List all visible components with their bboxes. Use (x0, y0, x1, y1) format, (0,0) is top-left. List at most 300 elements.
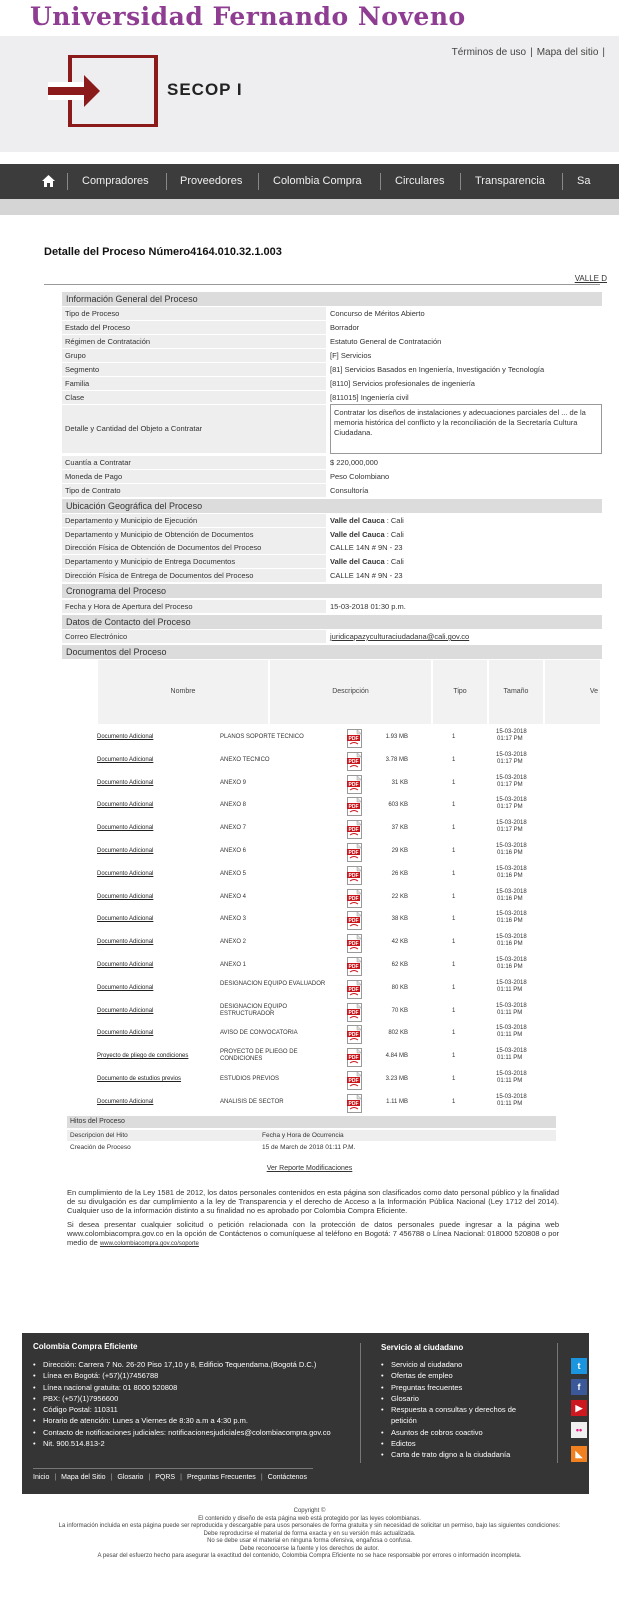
svg-text:PDF: PDF (348, 736, 359, 742)
document-date-time: 01:11 PM (497, 1100, 523, 1107)
document-name-link[interactable]: Documento Adicional (97, 1098, 154, 1105)
field-value-bold: Valle del Cauca (330, 516, 385, 525)
field-value-bold: Valle del Cauca (330, 557, 385, 566)
document-date-time: 01:11 PM (497, 1032, 523, 1039)
field-value-rest: CALLE 14N # 9N - 23 (330, 571, 403, 580)
document-row (0, 727, 619, 749)
footer-address: • Dirección: Carrera 7 No. 26-20 Piso 17,10 y 8, Edificio Tequendama.(Bogotá D.C.) (33, 1359, 363, 1370)
home-icon[interactable] (42, 175, 55, 187)
field-label: Cuantía a Contratar (62, 456, 326, 469)
document-description: ESTUDIOS PREVIOS (220, 1076, 280, 1082)
document-type: 1 (452, 870, 456, 877)
title-divider (44, 284, 600, 285)
document-date (496, 1094, 527, 1108)
top-links: Términos de uso | Mapa del sitio | (448, 47, 605, 58)
svg-text:PDF: PDF (348, 918, 359, 925)
copyright-line: A pesar del esfuerzo hecho para asegurar la exactitud del contenido, Colombia Compra Eficiente no se hace responsable por errores o información incompleta. (97, 1553, 522, 1559)
document-date-day: 15-03-2018 (496, 865, 527, 872)
pdf-icon[interactable] (347, 911, 364, 930)
document-date-day: 15-03-2018 (496, 888, 527, 895)
document-date-time: 01:16 PM (497, 964, 523, 970)
document-date-time: 01:11 PM (497, 1055, 523, 1062)
nav-transparencia[interactable]: Transparencia (475, 175, 545, 187)
field-value: Estatuto General de Contratación (330, 337, 442, 346)
field-value (330, 569, 403, 582)
svg-text:PDF: PDF (348, 781, 359, 788)
svg-text:PDF: PDF (348, 1032, 359, 1039)
document-name-link[interactable]: Documento Adicional (97, 779, 154, 786)
sub-nav-bar (0, 199, 619, 215)
nav-divider (166, 173, 167, 190)
document-date-time: 01:11 PM (497, 1078, 523, 1084)
section-ubicacion: Ubicación Geográfica del Proceso (62, 499, 602, 513)
field-label: Estado del Proceso (62, 321, 326, 334)
footer-divider (360, 1343, 361, 1463)
document-date-time: 01:16 PM (497, 941, 523, 948)
document-row (0, 978, 619, 1000)
document-name-link[interactable]: Documento de estudios previos (97, 1076, 182, 1082)
document-size: 4.84 MB (385, 1053, 408, 1060)
document-date-day: 15-03-2018 (496, 843, 527, 849)
document-date-time: 01:16 PM (497, 872, 523, 879)
footer-link-edictos[interactable]: • Edictos (381, 1438, 531, 1449)
document-name-link[interactable]: Documento Adicional (97, 1030, 154, 1037)
field-value-rest: : Cali (384, 557, 404, 566)
document-type: 1 (452, 848, 456, 854)
secop-logo-icon[interactable] (48, 55, 158, 127)
copyright-line: Copyright © (293, 1508, 326, 1514)
document-description: AVISO DE CONVOCATORIA (220, 1030, 298, 1037)
footer-link-carta[interactable]: • Carta de trato digno a la ciudadanía (381, 1449, 531, 1460)
document-size: 1.11 MB (386, 1098, 408, 1105)
hitos-col-fecha: Fecha y Hora de Ocurrencia (262, 1132, 344, 1139)
svg-text:PDF: PDF (348, 964, 359, 970)
field-label: Moneda de Pago (62, 470, 326, 483)
section-cronograma: Cronograma del Proceso (62, 584, 602, 598)
document-name-link[interactable]: Documento Adicional (97, 756, 154, 763)
document-size: 802 KB (388, 1030, 408, 1037)
youtube-icon[interactable]: ▶ (571, 1400, 587, 1416)
document-size: 70 KB (391, 1007, 408, 1014)
document-description: ANEXO 2 (220, 939, 247, 946)
nav-colombia-compra[interactable]: Colombia Compra (273, 175, 362, 187)
col-version: Ve (545, 660, 602, 724)
site-footer (22, 1333, 589, 1494)
document-date-day: 15-03-2018 (496, 1093, 527, 1100)
nav-sala-prensa[interactable]: Sa (577, 175, 591, 187)
pdf-icon[interactable] (347, 1071, 364, 1090)
document-row (0, 841, 619, 863)
document-date (496, 752, 527, 766)
field-value-rest: CALLE 14N # 9N - 23 (330, 543, 403, 552)
field-value: [811015] Ingeniería civil (330, 393, 409, 402)
document-size: 22 KB (391, 893, 408, 900)
document-type: 1 (452, 1007, 456, 1014)
footer-divider (557, 1343, 558, 1463)
footer-left-title: Colombia Compra Eficiente (33, 1342, 138, 1351)
document-date-day: 15-03-2018 (496, 1048, 527, 1055)
document-name-link[interactable]: Documento Adicional (97, 984, 154, 991)
document-description: ANEXO 1 (220, 962, 247, 968)
ver-reporte-link[interactable]: Ver Reporte Modificaciones (266, 1165, 353, 1172)
field-label: Fecha y Hora de Apertura del Proceso (62, 600, 326, 613)
document-name-link[interactable]: Documento Adicional (97, 848, 154, 854)
pdf-icon[interactable] (347, 957, 364, 976)
document-date-day: 15-03-2018 (496, 934, 527, 941)
nav-divider (67, 173, 68, 190)
footer-preguntas-link[interactable]: Preguntas Frecuentes (186, 1474, 256, 1481)
field-label: Departamento y Municipio de Ejecución (62, 514, 326, 527)
document-date-day: 15-03-2018 (496, 979, 527, 986)
document-description: ANEXO 4 (220, 893, 247, 900)
nav-circulares[interactable]: Circulares (395, 175, 445, 187)
document-date-day: 15-03-2018 (496, 1002, 527, 1009)
document-date-time: 01:17 PM (497, 781, 523, 788)
document-date (496, 1048, 527, 1062)
document-date-day: 15-03-2018 (496, 774, 527, 781)
field-label: Dirección Física de Entrega de Documentos del Proceso (62, 569, 326, 582)
document-date-day: 15-03-2018 (496, 911, 527, 918)
field-value: $ 220,000,000 (330, 458, 378, 467)
document-type: 1 (452, 1098, 456, 1105)
document-description: ANEXO 6 (220, 848, 247, 854)
nav-divider (460, 173, 461, 190)
document-size: 26 KB (391, 870, 408, 877)
document-row (0, 773, 619, 795)
document-date (496, 1071, 527, 1085)
hitos-row (67, 1142, 556, 1153)
document-date (496, 797, 527, 811)
document-name-link[interactable]: Documento Adicional (97, 802, 154, 809)
document-date-time: 01:16 PM (497, 850, 523, 856)
field-value-rest: : Cali (384, 516, 404, 525)
pdf-icon[interactable] (347, 1094, 364, 1113)
field-value (330, 514, 404, 527)
document-type: 1 (452, 734, 456, 740)
document-row (0, 818, 619, 840)
footer-postal-code: • Código Postal: 110311 (33, 1404, 363, 1415)
copyright-line: La información incluida en esta página puede ser reproducida y descargable para usos personales de forma gratuita y sin necesidad de solicitar un permiso, bajo las siguientes condiciones: (58, 1523, 561, 1529)
document-date-day: 15-03-2018 (496, 1071, 527, 1077)
col-tamano: Tamaño (489, 660, 545, 724)
pdf-icon[interactable] (347, 889, 364, 908)
footer-glosario-link[interactable]: Glosario (117, 1474, 144, 1481)
document-row (0, 1069, 619, 1091)
document-date-day: 15-03-2018 (496, 957, 527, 963)
document-name-link[interactable]: Documento Adicional (97, 870, 154, 877)
pdf-icon[interactable] (347, 1048, 364, 1067)
document-type: 1 (452, 962, 456, 968)
document-date-day: 15-03-2018 (496, 797, 527, 804)
field-value: [81] Servicios Basados en Ingeniería, Investigación y Tecnología (330, 365, 545, 374)
detalle-objeto-box: Contratar los diseños de instalaciones y adecuaciones parciales del ... de la memoria histórica del conflicto y la reconciliación de la Secretaría Cultura Ciudadana. (330, 404, 602, 454)
sitemap-link[interactable]: Mapa del sitio (536, 47, 599, 58)
footer-link-glosario[interactable]: • Glosario (381, 1393, 531, 1404)
rss-icon[interactable]: ◣ (571, 1446, 587, 1462)
document-row (0, 1001, 619, 1023)
footer-hours: • Horario de atención: Lunes a Viernes de 8:30 a.m a 4:30 p.m. (33, 1415, 363, 1426)
documents-table-header (98, 660, 602, 724)
pdf-icon[interactable] (347, 1003, 364, 1022)
document-date (496, 820, 527, 834)
footer-judicial-contact[interactable]: • Contacto de notificaciones judiciales: notificacionesjudiciales@colombiacompra.gov.co (33, 1427, 363, 1438)
legal-paragraph-2 (67, 1220, 559, 1249)
svg-text:PDF: PDF (348, 872, 359, 879)
document-type: 1 (452, 893, 456, 900)
document-description: ANALISIS DE SECTOR (220, 1098, 284, 1105)
document-date (496, 934, 527, 948)
field-value: [F] Servicios (330, 351, 372, 360)
footer-contact-list (33, 1359, 363, 1449)
footer-pbx: • PBX: (+57)(1)7956600 (33, 1393, 363, 1404)
footer-link-cobros[interactable]: • Asuntos de cobros coactivo (381, 1427, 531, 1438)
document-date-time: 01:11 PM (497, 986, 523, 993)
document-size: 29 KB (391, 848, 408, 854)
field-value: Consultoría (330, 486, 369, 495)
svg-text:PDF: PDF (348, 895, 359, 902)
document-date (496, 843, 527, 857)
footer-contactenos-link[interactable]: Contáctenos (267, 1474, 307, 1481)
col-tipo: Tipo (433, 660, 489, 724)
document-name-link[interactable]: Documento Adicional (97, 1007, 154, 1014)
footer-link-servicio[interactable]: • Servicio al ciudadano (381, 1359, 531, 1370)
col-nombre: Nombre (98, 660, 270, 724)
footer-link-preguntas[interactable]: • Preguntas frecuentes (381, 1382, 531, 1393)
copyright-line: Debe reconocerse la fuente y los derechos de autor. (239, 1545, 380, 1552)
document-type: 1 (452, 1053, 456, 1060)
footer-link-empleo[interactable]: • Ofertas de empleo (381, 1370, 531, 1381)
document-name-link[interactable]: Proyecto de pliego de condiciones (97, 1053, 189, 1060)
footer-mapa-link[interactable]: Mapa del Sitio (61, 1474, 106, 1481)
nav-compradores[interactable]: Compradores (82, 175, 149, 187)
document-date-time: 01:16 PM (497, 918, 523, 925)
document-date-time: 01:16 PM (497, 895, 523, 902)
field-label: Régimen de Contratación (62, 335, 326, 348)
document-size: 603 KB (388, 802, 408, 809)
document-row (0, 909, 619, 931)
document-row (0, 1023, 619, 1045)
document-date-time: 01:17 PM (497, 827, 523, 834)
hito-descripcion: Creación de Proceso (70, 1144, 131, 1151)
field-label: Familia (62, 377, 326, 390)
twitter-icon[interactable]: t (571, 1358, 587, 1374)
document-description: ANEXO 5 (220, 870, 247, 877)
section-contacto: Datos de Contacto del Proceso (62, 615, 602, 629)
soporte-link[interactable]: www.colombiacompra.gov.co/soporte (99, 1241, 199, 1247)
pdf-icon[interactable] (347, 775, 364, 794)
svg-text:PDF: PDF (348, 986, 359, 993)
svg-text:PDF: PDF (348, 1055, 359, 1062)
svg-text:PDF: PDF (348, 1100, 359, 1107)
document-type: 1 (452, 825, 456, 832)
svg-text:PDF: PDF (348, 941, 359, 948)
flickr-icon[interactable]: •• (571, 1422, 587, 1438)
field-label: Departamento y Municipio de Entrega Documentos (62, 555, 326, 568)
field-value: Concurso de Méritos Abierto (330, 309, 425, 318)
document-type: 1 (452, 1030, 456, 1037)
document-row (0, 1092, 619, 1114)
document-description: ANEXO TECNICO (220, 756, 270, 763)
field-label: Tipo de Proceso (62, 307, 326, 320)
document-name-link[interactable]: Documento Adicional (97, 734, 154, 740)
field-label: Tipo de Contrato (62, 484, 326, 497)
document-date-time: 01:17 PM (497, 758, 523, 765)
svg-text:PDF: PDF (348, 758, 359, 765)
document-type: 1 (452, 756, 456, 763)
nav-proveedores[interactable]: Proveedores (180, 175, 243, 187)
document-size: 37 KB (391, 825, 408, 832)
document-date (496, 775, 527, 789)
footer-inicio-link[interactable]: Inicio (33, 1474, 50, 1481)
document-date-time: 01:17 PM (497, 804, 523, 811)
document-date-time: 01:17 PM (497, 736, 523, 742)
field-value (330, 528, 404, 541)
document-type: 1 (452, 916, 456, 923)
document-type: 1 (452, 779, 456, 786)
field-value: 15-03-2018 01:30 p.m. (330, 602, 406, 611)
document-date-day: 15-03-2018 (496, 751, 527, 758)
copyright-line: El contenido y diseño de esta página web está protegido por las leyes colombianas. (198, 1515, 421, 1522)
document-name-link[interactable]: Documento Adicional (97, 893, 154, 900)
pdf-icon[interactable] (347, 1025, 364, 1044)
footer-right-title: Servicio al ciudadano (381, 1343, 464, 1352)
field-value (330, 541, 403, 554)
footer-phone-bogota: • Línea en Bogotá: (+57)(1)7456788 (33, 1370, 363, 1381)
site-header (0, 36, 619, 152)
document-row (0, 955, 619, 977)
field-label: Detalle y Cantidad del Objeto a Contratar (62, 405, 326, 453)
pdf-icon[interactable] (347, 934, 364, 953)
document-description: DESIGNACION EQUIPO ESTRUCTURADOR (220, 1003, 288, 1017)
document-name-link[interactable]: Documento Adicional (97, 916, 154, 923)
logo-title: SECOP I (167, 80, 243, 99)
document-description: ANEXO 3 (220, 916, 247, 923)
document-date-day: 15-03-2018 (496, 729, 527, 735)
footer-service-list (381, 1359, 531, 1461)
entity-link[interactable]: VALLE D (574, 274, 607, 283)
footer-pqrs-link[interactable]: PQRS (155, 1474, 176, 1481)
footer-nit: • Nit. 900.514.813-2 (33, 1438, 363, 1449)
document-size: 42 KB (391, 939, 408, 946)
hitos-col-descripcion: Descripcion del Hito (70, 1132, 128, 1139)
svg-text:PDF: PDF (348, 804, 359, 811)
svg-text:PDF: PDF (348, 827, 359, 834)
terms-link[interactable]: Términos de uso (451, 47, 527, 58)
nav-divider (562, 173, 563, 190)
document-date-day: 15-03-2018 (496, 820, 527, 827)
document-description: ANEXO 9 (220, 779, 247, 786)
document-size: 3.23 MB (385, 1076, 408, 1082)
field-label: Grupo (62, 349, 326, 362)
field-value (330, 555, 404, 568)
contact-email-link[interactable]: juridicapazyculturaciudadana@cali.gov.co (330, 632, 470, 641)
document-date (496, 957, 527, 971)
field-label: Correo Electrónico (62, 630, 326, 643)
document-date (496, 1025, 527, 1039)
field-value: Borrador (330, 323, 360, 332)
footer-bottom-links: Inicio | Mapa del Sitio | Glosario | PQRS | Preguntas Frecuentes | Contáctenos (33, 1474, 307, 1481)
document-name-link[interactable]: Documento Adicional (97, 825, 154, 832)
section-documentos: Documentos del Proceso (62, 645, 602, 659)
field-label: Clase (62, 391, 326, 404)
hitos-header-row (67, 1130, 556, 1141)
nav-divider (258, 173, 259, 190)
document-type: 1 (452, 1076, 456, 1082)
hito-fecha: 15 de March de 2018 01:11 P.M. (262, 1144, 356, 1151)
document-type: 1 (452, 939, 456, 946)
pdf-icon[interactable] (347, 820, 364, 839)
pdf-icon[interactable] (347, 729, 364, 748)
document-type: 1 (452, 802, 456, 809)
document-row (0, 887, 619, 909)
document-type: 1 (452, 984, 456, 991)
footer-link-peticion[interactable]: • Respuesta a consultas y derechos de petición (381, 1404, 531, 1427)
svg-text:PDF: PDF (348, 1078, 359, 1084)
document-row (0, 864, 619, 886)
col-descripcion: Descripción (270, 660, 433, 724)
copyright-line: Debe reproducirse el material de forma exacta y en su versión más actualizada. (203, 1530, 416, 1537)
footer-links-divider (33, 1468, 313, 1469)
document-row (0, 750, 619, 772)
document-description: PLANOS SOPORTE TECNICO (220, 734, 304, 740)
page-title: Detalle del Proceso Número4164.010.32.1.003 (44, 246, 282, 258)
footer-phone-national: • Línea nacional gratuita: 01 8000 520808 (33, 1382, 363, 1393)
document-date (496, 866, 527, 880)
svg-text:PDF: PDF (348, 850, 359, 856)
field-label: Departamento y Municipio de Obtención de Documentos (62, 528, 326, 541)
field-label: Segmento (62, 363, 326, 376)
document-size: 80 KB (391, 984, 408, 991)
field-value-rest: : Cali (384, 530, 404, 539)
pdf-icon[interactable] (347, 980, 364, 999)
legal-text: Si desea presentar cualquier solicitud o petición relacionada con la protección de datos personales puede ingresar a la página web www.colombiacompra.gov.co en la opción de Contáctenos o comuníquese al teléfono en Bogotá: 7 456788 o Línea Nacional: 018000 520808 o por medio de (67, 1220, 559, 1247)
document-size: 1.93 MB (385, 734, 408, 740)
pdf-icon[interactable] (347, 843, 364, 862)
field-value: [8110] Servicios profesionales de ingeniería (330, 379, 475, 388)
field-value-bold: Valle del Cauca (330, 530, 385, 539)
document-size: 38 KB (391, 916, 408, 923)
main-nav (0, 164, 619, 199)
copyright-line: No se debe usar el material en ninguna forma ofensiva, engañosa o confusa. (207, 1538, 412, 1544)
section-hitos: Hitos del Proceso (67, 1116, 556, 1128)
section-informacion-general: Información General del Proceso (62, 292, 602, 306)
document-date (496, 889, 527, 903)
field-label: Dirección Física de Obtención de Documentos del Proceso (62, 541, 326, 554)
nav-divider (380, 173, 381, 190)
legal-paragraph-1: En cumplimiento de la Ley 1581 de 2012, los datos personales contenidos en esta página son clasificados como dato personal público y la finalidad de su divulgación es dar cumplimiento a la ley de Transparencia y el derecho de Acceso a la Información Pública Nacional (Ley 1712 del 2014). Cualquier uso de la información distinto a su finalidad no es aprobado por Colombia Compra Eficiente. (67, 1188, 559, 1215)
pdf-icon[interactable] (347, 797, 364, 816)
document-name-link[interactable]: Documento Adicional (97, 962, 154, 968)
document-row (0, 932, 619, 954)
document-description: ANEXO 7 (220, 825, 247, 832)
field-value: Peso Colombiano (330, 472, 390, 481)
document-description: PROYECTO DE PLIEGO DE CONDICIONES (220, 1049, 298, 1063)
document-size: 3.78 MB (385, 756, 408, 763)
document-date-day: 15-03-2018 (496, 1025, 527, 1032)
document-size: 62 KB (391, 962, 408, 968)
document-row (0, 1046, 619, 1068)
document-date (496, 911, 527, 925)
document-date (496, 729, 527, 743)
document-date-time: 01:11 PM (497, 1009, 523, 1016)
document-date (496, 980, 527, 994)
document-description: ANEXO 8 (220, 802, 247, 809)
facebook-icon[interactable]: f (571, 1379, 587, 1395)
pdf-icon[interactable] (347, 752, 364, 771)
pdf-icon[interactable] (347, 866, 364, 885)
document-row (0, 795, 619, 817)
document-name-link[interactable]: Documento Adicional (97, 939, 154, 946)
